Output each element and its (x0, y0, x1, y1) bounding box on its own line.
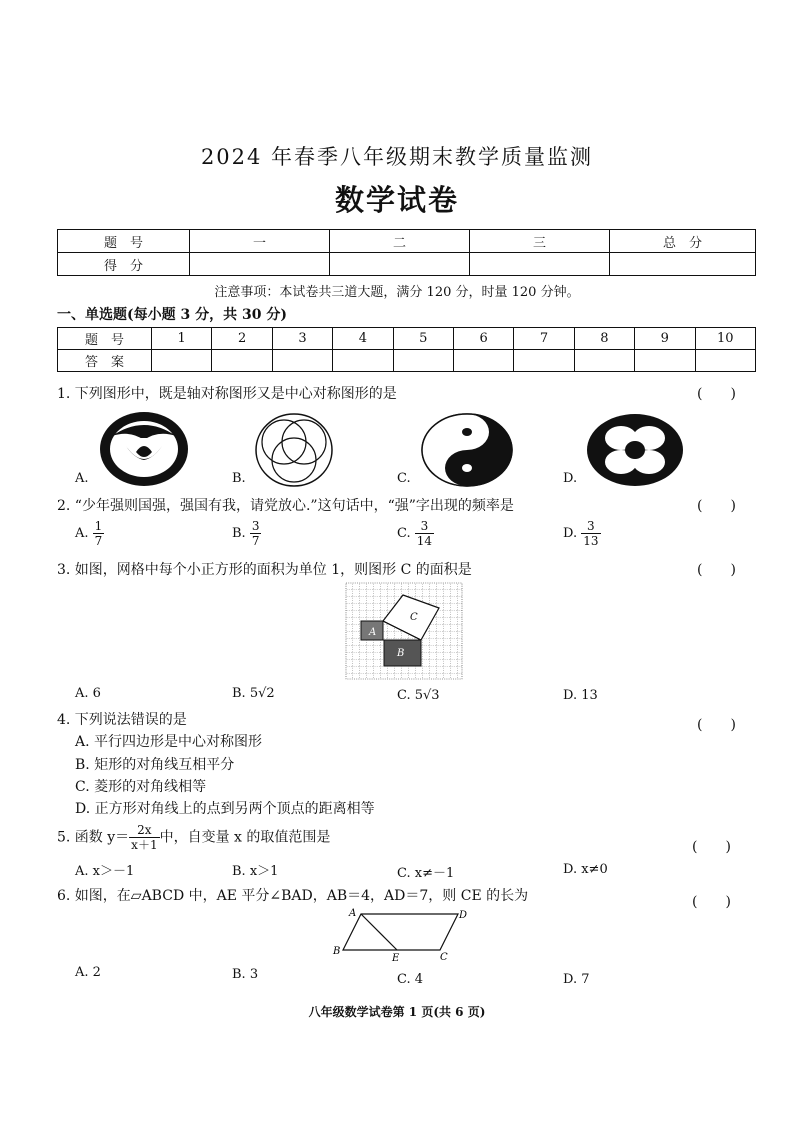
option-label: C. (397, 526, 411, 541)
q2-option-a (75, 519, 104, 548)
vertex-label-e: E (392, 953, 400, 962)
q3-option-a: A. 6 (75, 686, 101, 701)
figure-label-c: C (410, 612, 418, 623)
emblem-logo-figure (98, 410, 190, 488)
fraction-numerator: 2x (129, 823, 159, 838)
score-cell[interactable] (190, 253, 330, 276)
q6-option-d: D. 7 (563, 972, 590, 987)
q4-option-c: C. 菱形的对角线相等 (75, 779, 207, 795)
q5-option-a: A. x＞－1 (75, 864, 135, 879)
four-petal-figure (585, 412, 685, 488)
exam-subtitle: 数学试卷 (334, 183, 459, 217)
fraction (581, 519, 600, 548)
q5-option-b: B. x＞1 (232, 864, 279, 879)
vertex-label-d: D (459, 910, 468, 921)
answer-cell[interactable] (453, 350, 513, 372)
score-cell[interactable] (470, 253, 610, 276)
answer-table (57, 327, 756, 372)
q3-option-d: D. 13 (563, 688, 598, 703)
option-label: B. (232, 526, 246, 541)
q4-option-d: D. 正方形对角线上的点到另两个顶点的距离相等 (75, 801, 375, 817)
q2-option-c (397, 519, 434, 548)
answer-cell[interactable] (152, 350, 212, 372)
q5-option-d: D. x≠0 (563, 862, 608, 877)
fraction (129, 823, 159, 852)
exam-notice: 注意事项：本试卷共三道大题，满分 120 分，时量 120 分钟。 (214, 285, 580, 300)
question-number: 5 (393, 328, 453, 350)
score-table-header: 三 (470, 230, 610, 253)
answer-cell[interactable] (393, 350, 453, 372)
yin-yang-figure (420, 412, 514, 488)
answer-bracket: ( ) (692, 839, 731, 855)
answer-cell[interactable] (212, 350, 272, 372)
three-circles-figure (254, 412, 334, 488)
score-table-header: 二 (330, 230, 470, 253)
question-number: 2 (212, 328, 272, 350)
q6-option-a: A. 2 (75, 965, 101, 980)
score-table-header: 总 分 (610, 230, 756, 253)
answer-cell[interactable] (514, 350, 574, 372)
fraction-denominator: 13 (583, 534, 599, 548)
exam-title: 2024 年春季八年级期末教学质量监测 (200, 145, 594, 169)
q1-option-a: A. (75, 471, 89, 486)
question-2-stem: 2. “少年强则国强，强国有我，请党放心.”这句话中，“强”字出现的频率是 (57, 498, 514, 514)
q1-option-d: D. (563, 471, 578, 486)
fraction-denominator: x＋1 (131, 838, 158, 852)
question-number: 10 (695, 328, 755, 350)
answer-bracket: ( ) (697, 498, 736, 514)
answer-cell[interactable] (635, 350, 695, 372)
answer-cell[interactable] (574, 350, 634, 372)
vertex-label-c: C (440, 952, 448, 962)
q3-option-c: C. 5√3 (397, 688, 440, 703)
q4-option-a: A. 平行四边形是中心对称图形 (75, 734, 263, 750)
section-title: 一、单选题(每小题 3 分，共 30 分) (57, 307, 287, 323)
page-footer: 八年级数学试卷第 1 页(共 6 页) (308, 1005, 486, 1019)
answer-cell[interactable] (272, 350, 332, 372)
vertex-label-a: A (349, 908, 357, 919)
answer-table-label: 题 号 (58, 328, 152, 350)
fraction-numerator: 3 (251, 519, 260, 533)
answer-bracket: ( ) (692, 894, 731, 910)
answer-bracket: ( ) (697, 717, 736, 733)
vertex-label-b: B (333, 946, 341, 957)
fraction (415, 519, 434, 548)
fraction-denominator: 14 (416, 534, 433, 548)
answer-table-label: 答 案 (58, 350, 152, 372)
fraction (93, 519, 105, 548)
q4-option-b: B. 矩形的对角线互相平分 (75, 757, 235, 773)
question-4-stem: 4. 下列说法错误的是 (57, 712, 187, 728)
answer-bracket: ( ) (697, 562, 736, 578)
question-number: 9 (635, 328, 695, 350)
question-number: 8 (574, 328, 634, 350)
score-cell[interactable] (330, 253, 470, 276)
q5-stem-prefix: 5. 函数 y＝ (57, 829, 130, 846)
fraction-numerator: 3 (581, 519, 600, 534)
q6-option-b: B. 3 (232, 967, 259, 982)
score-cell[interactable] (610, 253, 756, 276)
q5-stem-suffix: 中，自变量 x 的取值范围是 (159, 829, 331, 846)
q1-option-c: C. (397, 471, 411, 486)
question-number: 1 (152, 328, 212, 350)
answer-cell[interactable] (333, 350, 393, 372)
option-label: D. (563, 526, 578, 541)
figure-label-a: A (369, 627, 377, 638)
q5-option-c: C. x≠－1 (397, 866, 455, 881)
question-6-stem: 6. 如图，在▱ABCD 中，AE 平分∠BAD，AB＝4，AD＝7，则 CE 的长为 (57, 888, 529, 904)
q2-option-d (563, 519, 601, 548)
answer-cell[interactable] (695, 350, 755, 372)
question-number: 6 (453, 328, 513, 350)
q2-option-b (232, 519, 261, 548)
q1-option-b: B. (232, 471, 246, 486)
answer-bracket: ( ) (697, 386, 736, 402)
question-3-stem: 3. 如图，网格中每个小正方形的面积为单位 1，则图形 C 的面积是 (57, 562, 472, 578)
score-table-header: 一 (190, 230, 330, 253)
question-number: 7 (514, 328, 574, 350)
fraction-numerator: 3 (415, 519, 434, 534)
grid-squares-figure (345, 582, 463, 680)
score-table (57, 229, 756, 276)
question-1-stem: 1. 下列图形中，既是轴对称图形又是中心对称图形的是 (57, 386, 397, 402)
question-5-stem (57, 823, 330, 852)
parallelogram-figure (330, 904, 475, 962)
fraction-denominator: 7 (251, 534, 260, 548)
question-number: 4 (333, 328, 393, 350)
fraction-numerator: 1 (94, 519, 103, 533)
option-label: A. (75, 526, 89, 541)
fraction-denominator: 7 (94, 534, 103, 548)
fraction (250, 519, 262, 548)
score-table-header: 题 号 (58, 230, 190, 253)
q3-option-b: B. 5√2 (232, 686, 275, 701)
figure-label-b: B (397, 648, 405, 659)
q6-option-c: C. 4 (397, 972, 424, 987)
question-number: 3 (272, 328, 332, 350)
score-row-label: 得 分 (58, 253, 190, 276)
